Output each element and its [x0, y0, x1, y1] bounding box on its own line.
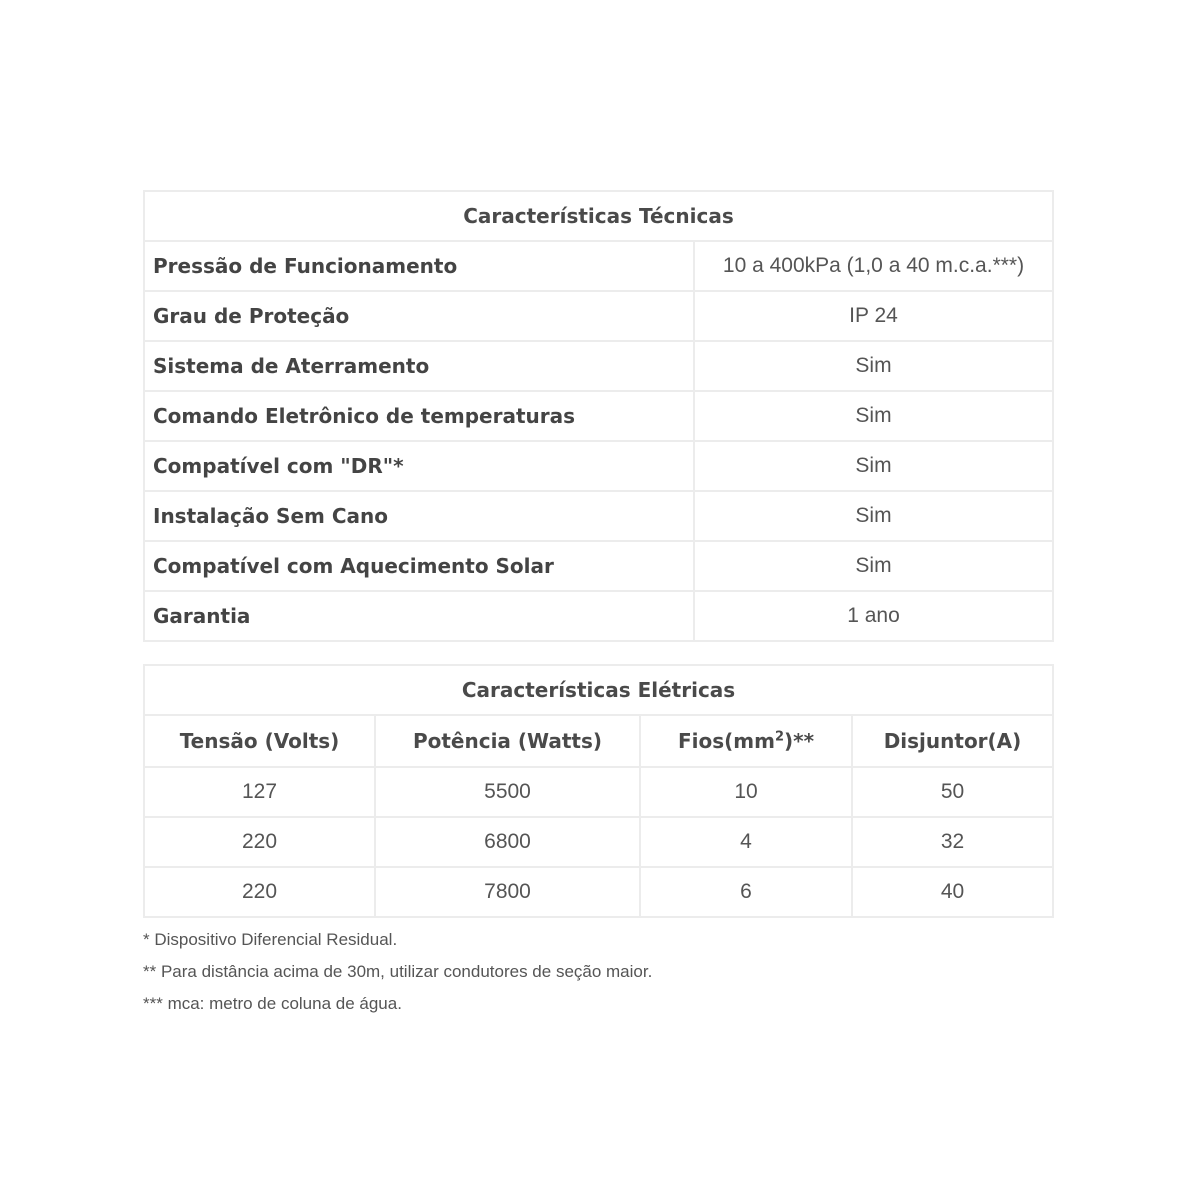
column-header-row	[144, 715, 1053, 767]
table-row	[144, 241, 1053, 291]
tech-specs-table	[143, 190, 1054, 642]
cell-tensao: 127	[144, 767, 375, 817]
cell-disjuntor: 40	[852, 867, 1053, 917]
spec-value: IP 24	[694, 291, 1053, 341]
electrical-specs-header-row	[144, 665, 1053, 715]
cell-tensao: 220	[144, 867, 375, 917]
cell-potencia: 6800	[375, 817, 640, 867]
table-row	[144, 867, 1053, 917]
cell-disjuntor: 32	[852, 817, 1053, 867]
table-row	[144, 291, 1053, 341]
cell-disjuntor: 50	[852, 767, 1053, 817]
spec-label: Compatível com Aquecimento Solar	[144, 541, 694, 591]
spec-value: Sim	[694, 541, 1053, 591]
spec-label: Sistema de Aterramento	[144, 341, 694, 391]
electrical-specs-table	[143, 664, 1054, 918]
spec-value: 10 a 400kPa (1,0 a 40 m.c.a.***)	[694, 241, 1053, 291]
spec-label: Instalação Sem Cano	[144, 491, 694, 541]
column-header-disjuntor: Disjuntor(A)	[852, 715, 1053, 767]
footnote-dr: * Dispositivo Diferencial Residual.	[143, 930, 398, 949]
column-header-potencia: Potência (Watts)	[375, 715, 640, 767]
table-row	[144, 391, 1053, 441]
table-row	[144, 817, 1053, 867]
cell-fios: 4	[640, 817, 852, 867]
spec-value: Sim	[694, 341, 1053, 391]
cell-potencia: 7800	[375, 867, 640, 917]
spec-value: Sim	[694, 441, 1053, 491]
spec-label: Pressão de Funcionamento	[144, 241, 694, 291]
table-row	[144, 491, 1053, 541]
fios-header-suffix: )**	[783, 729, 815, 753]
spec-label: Comando Eletrônico de temperaturas	[144, 391, 694, 441]
table-row	[144, 341, 1053, 391]
spec-label: Compatível com "DR"*	[144, 441, 694, 491]
column-header-fios	[640, 715, 852, 767]
tech-specs-header-row	[144, 191, 1053, 241]
spec-label: Grau de Proteção	[144, 291, 694, 341]
fios-header-text: Fios(mm	[677, 729, 775, 753]
electrical-specs-title: Características Elétricas	[144, 665, 1053, 715]
fios-header-superscript: 2	[774, 729, 784, 745]
footnote-mca: *** mca: metro de coluna de água.	[143, 994, 402, 1013]
spec-value: Sim	[694, 391, 1053, 441]
column-header-tensao: Tensão (Volts)	[144, 715, 375, 767]
tech-specs-title: Características Técnicas	[144, 191, 1053, 241]
table-row	[144, 441, 1053, 491]
spec-label: Garantia	[144, 591, 694, 641]
table-row	[144, 541, 1053, 591]
table-row	[144, 591, 1053, 641]
spec-value: Sim	[694, 491, 1053, 541]
spec-value: 1 ano	[694, 591, 1053, 641]
cell-fios: 6	[640, 867, 852, 917]
footnotes	[143, 928, 1052, 1024]
cell-fios: 10	[640, 767, 852, 817]
cell-potencia: 5500	[375, 767, 640, 817]
footnote-distance: ** Para distância acima de 30m, utilizar condutores de seção maior.	[143, 962, 653, 981]
table-row	[144, 767, 1053, 817]
cell-tensao: 220	[144, 817, 375, 867]
